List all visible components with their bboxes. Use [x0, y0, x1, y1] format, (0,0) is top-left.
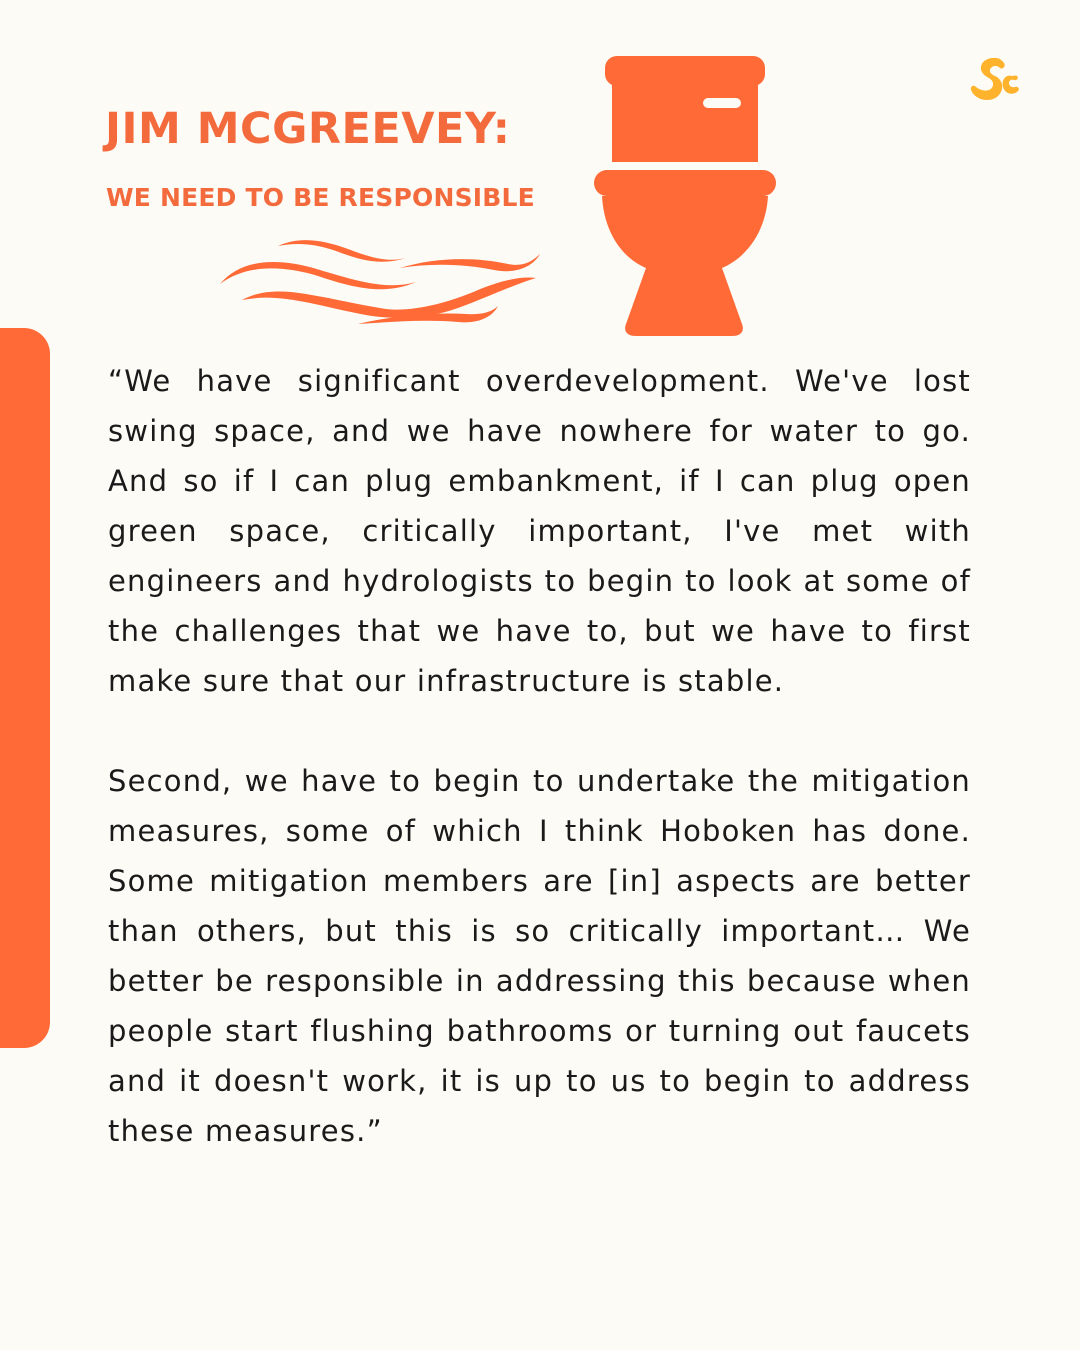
wind-waves-icon	[210, 232, 550, 332]
quote-paragraph-2: Second, we have to begin to undertake the mitigation measures, some of which I think Hoboken has done. Some mitigation members are [in] aspects are better than others, but this is so critically important… We better be responsible in addressing this because when people start flushing bathrooms or turning out faucets and it doesn't work, it is up to us to begin to address these measures.”	[108, 764, 971, 1148]
page-subtitle: WE NEED TO BE RESPONSIBLE	[106, 183, 535, 212]
quote-body	[108, 356, 971, 1206]
brand-logo-icon	[966, 54, 1022, 110]
page-title: JIM MCGREEVEY:	[105, 104, 511, 154]
side-accent-bar	[0, 328, 50, 1048]
toilet-icon	[590, 52, 780, 338]
quote-paragraph-1: “We have significant overdevelopment. We've lost swing space, and we have nowhere for water to go. And so if I can plug embankment, if I can plug open green space, critically important, I've met with engineers and hydrologists to begin to look at some of the challenges that we have to, but we have to first make sure that our infrastructure is stable.	[108, 364, 971, 698]
